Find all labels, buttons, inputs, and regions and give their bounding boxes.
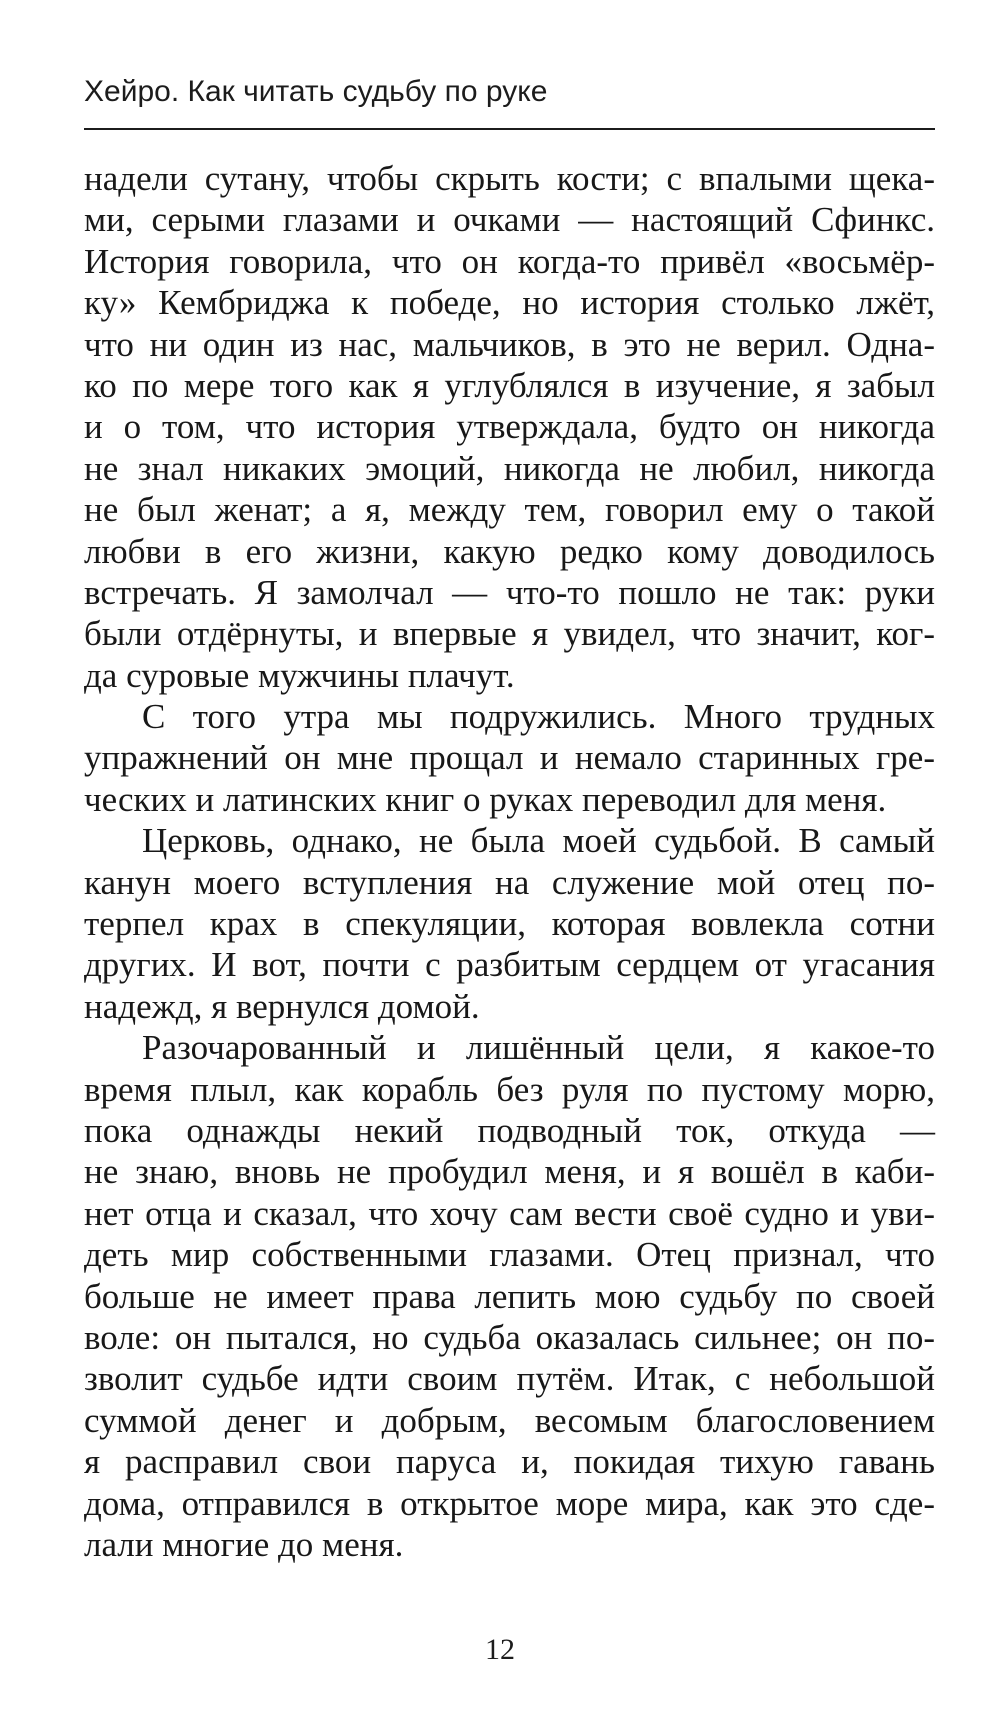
paragraph-first-line: С того утра мы подружились. Много трудных: [142, 697, 935, 737]
header-rule: [84, 128, 935, 130]
text-line: упражнений он мне прощал и немало старинных гре-: [84, 738, 935, 778]
text-line: воле: он пытался, но судьба оказалась сильнее; он по-: [84, 1317, 935, 1357]
text-line: терпел крах в спекуляции, которая вовлекла сотни: [84, 904, 935, 944]
text-line: время плыл, как корабль без руля по пустому морю,: [84, 1069, 935, 1109]
text-line: были отдёрнуты, и впервые я увидел, что значит, ког-: [84, 614, 935, 654]
text-line: нет отца и сказал, что хочу сам вести своё судно и уви-: [84, 1193, 935, 1233]
text-line: суммой денег и добрым, весомым благословением: [84, 1400, 935, 1440]
text-line: не знаю, вновь не пробудил меня, и я вошёл в каби-: [84, 1152, 935, 1192]
text-line: пока однажды некий подводный ток, откуда —: [84, 1110, 935, 1150]
text-line: да суровые мужчины плачут.: [84, 655, 515, 695]
text-line: ми, серыми глазами и очками — настоящий Сфинкс.: [84, 200, 935, 240]
text-line: дома, отправился в открытое море мира, как это сде-: [84, 1483, 935, 1523]
text-line: ческих и латинских книг о руках переводил для меня.: [84, 779, 887, 819]
text-line: встречать. Я замолчал — что-то пошло не так: руки: [84, 572, 935, 612]
text-line: лали многие до меня.: [84, 1524, 404, 1564]
text-line: зволит судьбе идти своим путём. Итак, с небольшой: [84, 1359, 935, 1399]
paragraph-first-line: Церковь, однако, не была моей судьбой. В самый: [142, 821, 935, 861]
text-line: и о том, что история утверждала, будто он никогда: [84, 407, 935, 447]
paragraph-first-line: Разочарованный и лишённый цели, я какое-то: [142, 1028, 935, 1068]
text-line: больше не имеет права лепить мою судьбу по своей: [84, 1276, 935, 1316]
text-line: канун моего вступления на служение мой отец по-: [84, 862, 935, 902]
text-line: не знал никаких эмоций, никогда не любил, никогда: [84, 448, 935, 488]
text-line: любви в его жизни, какую редко кому доводилось: [84, 531, 935, 571]
page-body: [84, 158, 935, 1565]
text-line: История говорила, что он когда-то привёл «восьмёр-: [84, 241, 935, 281]
text-line: я расправил свои паруса и, покидая тихую гавань: [84, 1442, 935, 1482]
text-line: ко по мере того как я углублялся в изучение, я забыл: [84, 365, 935, 405]
text-line: не был женат; а я, между тем, говорил ему о такой: [84, 490, 935, 530]
text-line: надежд, я вернулся домой.: [84, 986, 480, 1026]
text-line: что ни один из нас, мальчиков, в это не верил. Одна-: [84, 324, 935, 364]
running-head: Хейро. Как читать судьбу по руке: [84, 75, 548, 108]
page-number: 12: [485, 1633, 515, 1666]
text-line: надели сутану, чтобы скрыть кости; с впалыми щека-: [84, 159, 935, 198]
text-line: деть мир собственными глазами. Отец признал, что: [84, 1235, 935, 1275]
text-line: ку» Кембриджа к победе, но история столько лжёт,: [84, 283, 935, 323]
text-line: других. И вот, почти с разбитым сердцем от угасания: [84, 945, 935, 985]
